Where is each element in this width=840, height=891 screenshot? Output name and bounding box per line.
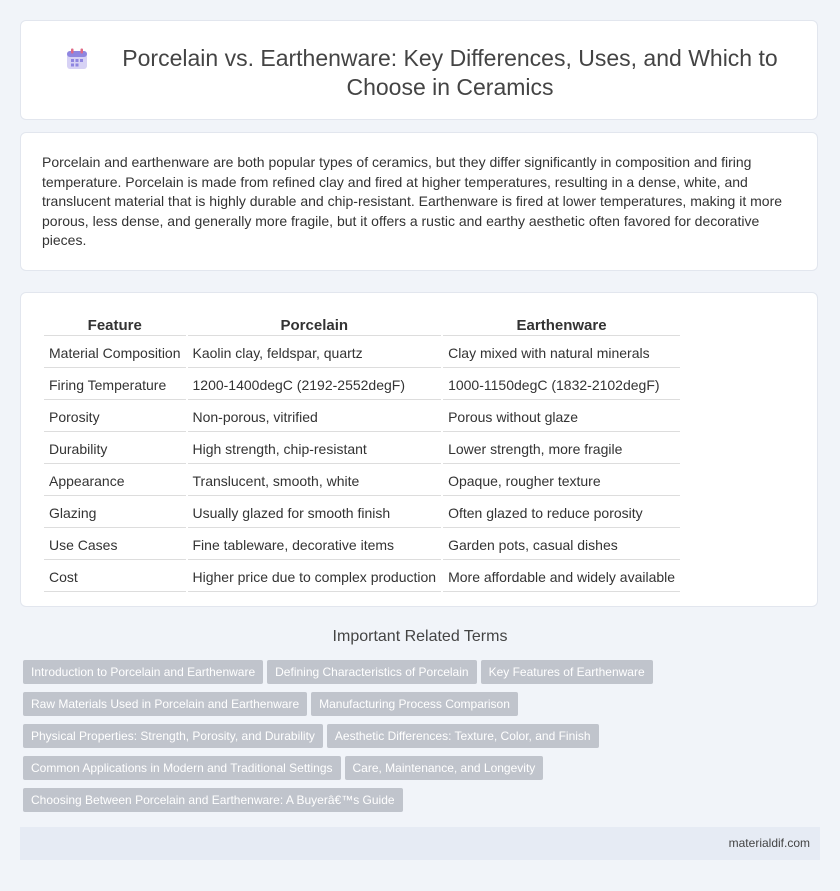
- cell-porcelain: Translucent, smooth, white: [188, 466, 442, 496]
- table-row: [44, 402, 680, 432]
- related-term-link[interactable]: Raw Materials Used in Porcelain and Earthenware: [23, 692, 307, 716]
- cell-earthenware: Lower strength, more fragile: [443, 434, 680, 464]
- cell-porcelain: Kaolin clay, feldspar, quartz: [188, 338, 442, 368]
- cell-earthenware: Opaque, rougher texture: [443, 466, 680, 496]
- comparison-table-card: [20, 292, 818, 607]
- table-row: [44, 562, 680, 592]
- footer: [20, 827, 820, 860]
- cell-earthenware: Porous without glaze: [443, 402, 680, 432]
- page-title: Porcelain vs. Earthenware: Key Differences, Uses, and Which to Choose in Ceramics: [122, 45, 778, 100]
- related-term-link[interactable]: Introduction to Porcelain and Earthenware: [23, 660, 263, 684]
- related-term-link[interactable]: Physical Properties: Strength, Porosity, and Durability: [23, 724, 323, 748]
- cell-porcelain: Non-porous, vitrified: [188, 402, 442, 432]
- intro-paragraph: Porcelain and earthenware are both popular types of ceramics, but they differ significantly in composition and firing temperature. Porcelain is made from refined clay and fired at higher temperatures, resulting in a dense, white, and translucent material that is highly durable and chip-resistant. Earthenware is fired at lower temperatures, making it more porous, less dense, and generally more fragile, but it offers a rustic and earthy aesthetic often favored for decorative pieces.: [42, 154, 783, 248]
- related-term-link[interactable]: Common Applications in Modern and Traditional Settings: [23, 756, 341, 780]
- table-row: [44, 530, 680, 560]
- cell-feature: Durability: [44, 434, 186, 464]
- cell-earthenware: More affordable and widely available: [443, 562, 680, 592]
- related-term-link[interactable]: Manufacturing Process Comparison: [311, 692, 518, 716]
- header-feature: Feature: [44, 315, 186, 336]
- cell-porcelain: 1200-1400degC (2192-2552degF): [188, 370, 442, 400]
- related-term-link[interactable]: Key Features of Earthenware: [481, 660, 653, 684]
- cell-earthenware: Clay mixed with natural minerals: [443, 338, 680, 368]
- title-wrap: [40, 44, 820, 102]
- cell-earthenware: Garden pots, casual dishes: [443, 530, 680, 560]
- related-term-link[interactable]: Choosing Between Porcelain and Earthenware: A Buyerâ€™s Guide: [23, 788, 403, 812]
- comparison-table: [42, 313, 682, 594]
- related-term-link[interactable]: Aesthetic Differences: Texture, Color, and Finish: [327, 724, 599, 748]
- cell-feature: Firing Temperature: [44, 370, 186, 400]
- cell-porcelain: High strength, chip-resistant: [188, 434, 442, 464]
- related-terms-title: Important Related Terms: [332, 628, 508, 645]
- cell-feature: Porosity: [44, 402, 186, 432]
- header-earthenware: Earthenware: [443, 315, 680, 336]
- table-row: [44, 466, 680, 496]
- table-row: [44, 370, 680, 400]
- cell-earthenware: Often glazed to reduce porosity: [443, 498, 680, 528]
- cell-porcelain: Higher price due to complex production: [188, 562, 442, 592]
- table-row: [44, 434, 680, 464]
- table-header-row: [44, 315, 680, 336]
- header-porcelain: Porcelain: [188, 315, 442, 336]
- cell-feature: Cost: [44, 562, 186, 592]
- cell-feature: Use Cases: [44, 530, 186, 560]
- cell-porcelain: Usually glazed for smooth finish: [188, 498, 442, 528]
- related-term-link[interactable]: Care, Maintenance, and Longevity: [345, 756, 544, 780]
- cell-feature: Material Composition: [44, 338, 186, 368]
- related-terms-list: [23, 660, 663, 820]
- cell-feature: Appearance: [44, 466, 186, 496]
- related-term-link[interactable]: Defining Characteristics of Porcelain: [267, 660, 476, 684]
- cell-feature: Glazing: [44, 498, 186, 528]
- footer-site-link[interactable]: materialdif.com: [728, 836, 810, 850]
- cell-earthenware: 1000-1150degC (1832-2102degF): [443, 370, 680, 400]
- table-row: [44, 338, 680, 368]
- table-row: [44, 498, 680, 528]
- cell-porcelain: Fine tableware, decorative items: [188, 530, 442, 560]
- intro-card: [20, 132, 818, 271]
